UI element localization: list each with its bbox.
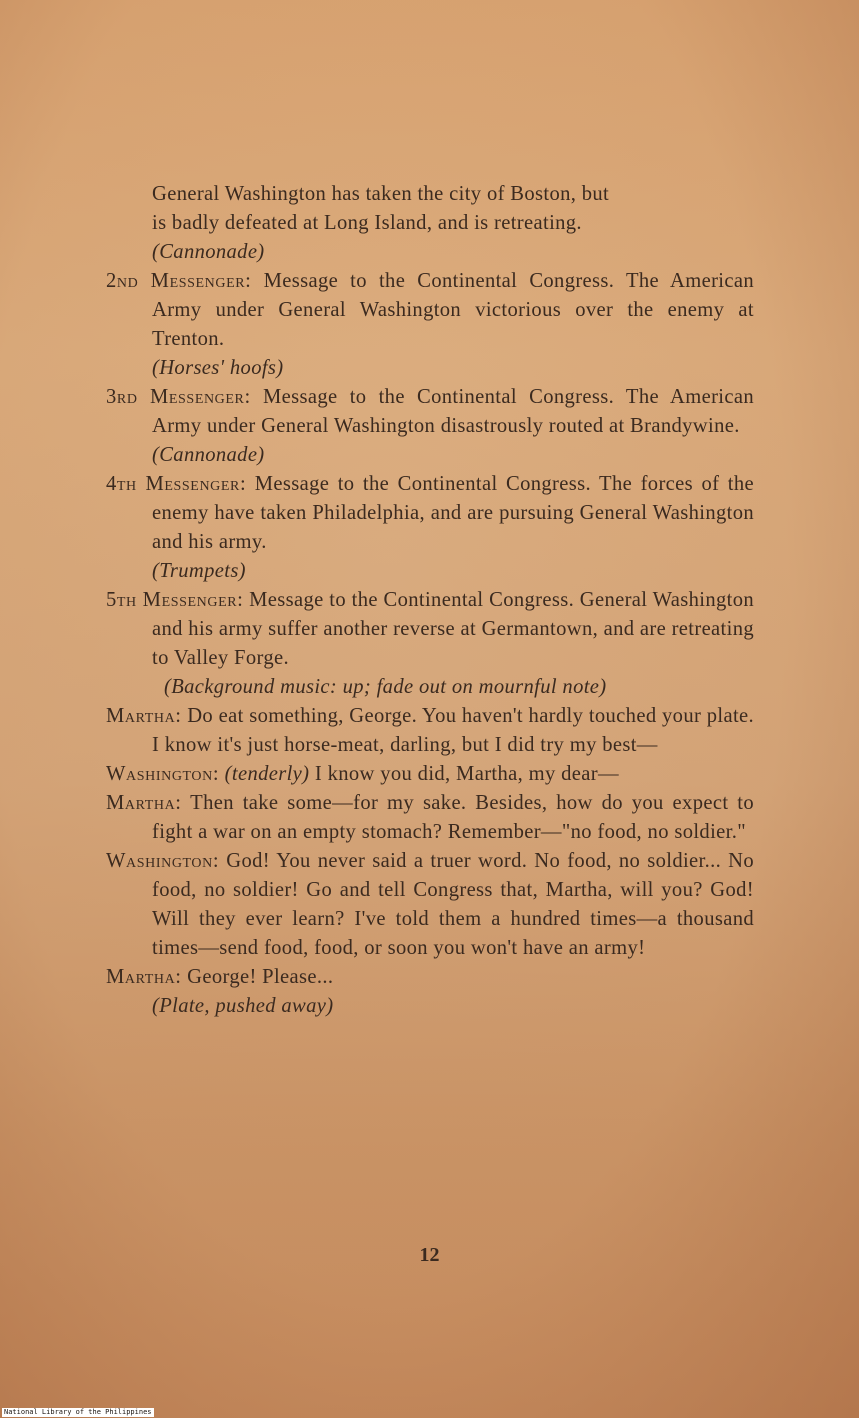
dialogue-entry: [106, 267, 754, 383]
speaker-name: Washington:: [106, 850, 220, 872]
dialogue-text: George! Please...: [187, 966, 334, 988]
dialogue-text: Do eat something, George. You haven't hardly touched your plate. I know it's just horse-meat, darling, but I did try my best—: [152, 705, 755, 756]
stage-direction: (Cannonade): [152, 444, 265, 466]
opening-paragraph: [152, 180, 754, 267]
speaker-name: 4th Messenger:: [106, 473, 247, 495]
opening-line-1: General Washington has taken the city of Boston, but: [152, 183, 610, 205]
dialogue-text: Message to the Continental Congress. General Washington and his army suffer another reverse at Germantown, and are retreating to Valley Forge.: [152, 589, 755, 669]
opening-line-2: is badly defeated at Long Island, and is retreating.: [152, 212, 582, 234]
script-text: [106, 180, 754, 1021]
speaker-name: Martha:: [106, 966, 182, 988]
dialogue-text: I know you did, Martha, my dear—: [314, 763, 619, 785]
stage-direction: (Background music: up; fade out on mournful note): [164, 676, 607, 698]
speaker-name: 3rd Messenger:: [106, 386, 251, 408]
dialogue-entry: [106, 760, 754, 789]
dialogue-text: Message to the Continental Congress. The forces of the enemy have taken Philadelphia, and are pursuing General Washington and his army.: [152, 473, 754, 553]
library-credit: National Library of the Philippines: [4, 1408, 152, 1416]
speaker-name: 5th Messenger:: [106, 589, 244, 611]
dialogue-entry: [106, 847, 754, 963]
speaker-name: Martha:: [106, 792, 182, 814]
dialogue-text: God! You never said a truer word. No food, no soldier... No food, no soldier! Go and tell Congress that, Martha, will you? God! Will they ever learn? I've told them a hundred times—a thousand times—send food, food, or soon you won't have an army!: [152, 850, 755, 959]
dialogue-text: Message to the Continental Congress. The American Army under General Washington disastrously routed at Brandywine.: [152, 386, 754, 437]
dialogue-text: Then take some—for my sake. Besides, how do you expect to fight a war on an empty stomach? Remember—"no food, no soldier.": [152, 792, 754, 843]
dialogue-entry: [106, 383, 754, 470]
page-number: 12: [419, 1244, 440, 1266]
dialogue-entry: [106, 963, 754, 1021]
speaker-name: Washington:: [106, 763, 220, 785]
dialogue-entry: [106, 702, 754, 760]
stage-direction: (Plate, pushed away): [152, 995, 334, 1017]
stage-direction: (Trumpets): [152, 560, 246, 582]
speaker-name: 2nd Messenger:: [106, 270, 252, 292]
dialogue-entry: [106, 470, 754, 586]
stage-direction: (Cannonade): [152, 241, 265, 263]
dialogue-entry: [106, 789, 754, 847]
dialogue-text: Message to the Continental Congress. The American Army under General Washington victorious over the enemy at Trenton.: [152, 270, 754, 350]
dialogue-entry: [106, 586, 754, 702]
inline-stage-direction: (tenderly): [224, 763, 310, 785]
stage-direction: (Horses' hoofs): [152, 357, 284, 379]
speaker-name: Martha:: [106, 705, 182, 727]
